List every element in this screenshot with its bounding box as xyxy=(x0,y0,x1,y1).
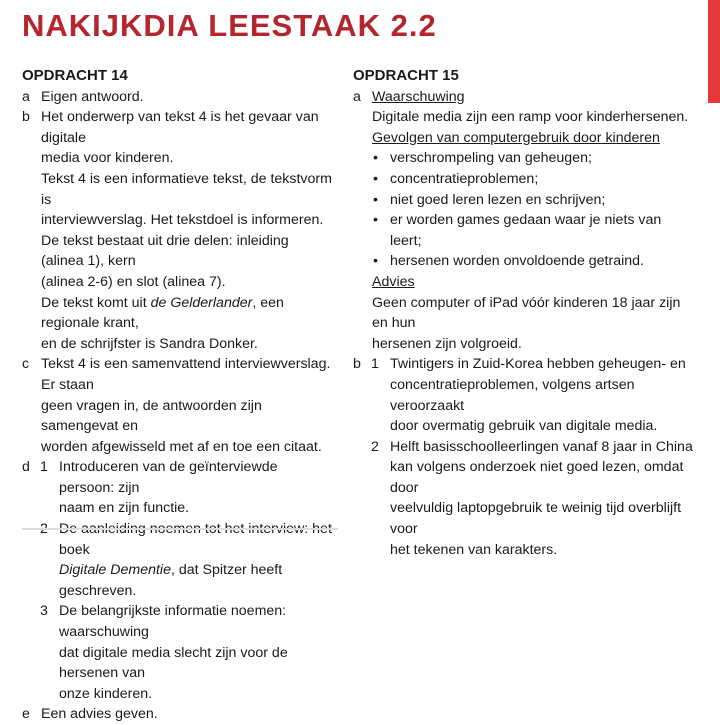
answer-line: veelvuldig laptopgebruik te weinig tijd overblijft voor xyxy=(390,500,682,538)
answer-line: naam en zijn functie. xyxy=(59,500,190,517)
opdracht-15-column xyxy=(353,66,693,560)
divider-line xyxy=(22,528,338,530)
answer-line: Digitale Dementie, dat Spitzer heeft geschreven. xyxy=(59,562,283,599)
sub-item-2 xyxy=(22,519,334,601)
letter-c: c xyxy=(22,356,30,373)
advice-line: hersenen zijn volgroeid. xyxy=(372,335,522,352)
answer-15b xyxy=(353,354,693,560)
sub-number: 1 xyxy=(40,459,48,476)
sub-number: 2 xyxy=(371,438,379,455)
answer-line: De tekst bestaat uit drie delen: inleiding (alinea 1), kern xyxy=(41,232,289,270)
answer-text: Eigen antwoord. xyxy=(41,88,144,105)
bullet-item: • niet goed leren lezen en schrijven; xyxy=(353,190,693,211)
bullet-icon: • xyxy=(373,253,378,270)
answer-line: interviewverslag. Het tekstdoel is informeren. xyxy=(41,212,324,229)
accent-bar xyxy=(708,0,720,103)
newspaper-name: de Gelderlander xyxy=(150,294,253,311)
letter-a: a xyxy=(353,88,361,105)
bullet-icon: • xyxy=(373,191,378,208)
letter-a: a xyxy=(22,88,30,105)
advice-line: Geen computer of iPad vóór kinderen 18 jaar zijn en hun xyxy=(372,294,681,332)
answer-line: concentratieproblemen, volgens artsen veroorzaakt xyxy=(390,376,635,414)
answer-line: Het onderwerp van tekst 4 is het gevaar van digitale xyxy=(41,109,319,146)
answer-line: Twintigers in Zuid-Korea hebben geheugen- en xyxy=(390,356,686,373)
answer-14c xyxy=(22,354,334,457)
letter-b: b xyxy=(22,109,30,126)
answer-line: (alinea 2-6) en slot (alinea 7). xyxy=(41,273,226,290)
answer-15a xyxy=(353,87,693,355)
warning-text: Digitale media zijn een ramp voor kinderhersenen. xyxy=(372,109,689,126)
bullet-icon: • xyxy=(373,150,378,167)
bullet-icon: • xyxy=(373,212,378,229)
answer-line: boek xyxy=(59,541,90,558)
slide-title: NAKIJKDIA LEESTAAK 2.2 xyxy=(22,8,437,43)
answer-line: Helft basisschoolleerlingen vanaf 8 jaar in China xyxy=(390,438,693,455)
answer-line: Introduceren van de geïnterviewde persoon: zijn xyxy=(59,459,278,496)
sub-item-1 xyxy=(353,354,693,436)
answer-line: De tekst komt uit de Gelderlander, een regionale krant, xyxy=(41,294,284,332)
sub-item-3 xyxy=(22,601,334,704)
answer-line: worden afgewisseld met af en toe een citaat. xyxy=(41,438,322,455)
advice-heading: Advies xyxy=(372,273,415,290)
answer-line: en de schrijfster is Sandra Donker. xyxy=(41,335,258,352)
answer-14d xyxy=(22,457,334,704)
answer-line: De belangrijkste informatie noemen: waarschuwing xyxy=(59,603,287,641)
opdracht-15-heading: OPDRACHT 15 xyxy=(353,67,459,84)
answer-14e xyxy=(22,704,334,725)
answer-line: Tekst 4 is een informatieve tekst, de tekstvorm is xyxy=(41,170,332,208)
opdracht-14-column xyxy=(22,66,334,725)
answer-text: Een advies geven. xyxy=(41,706,158,723)
book-title: Digitale Dementie xyxy=(59,562,171,579)
sub-item-2 xyxy=(353,437,693,561)
bullet-icon: • xyxy=(373,170,378,187)
sub-number: 3 xyxy=(40,603,48,620)
letter-e: e xyxy=(22,706,30,723)
answer-line: het tekenen van karakters. xyxy=(390,541,558,558)
consequences-heading: Gevolgen van computergebruik door kinderen xyxy=(372,129,660,146)
sub-number: 1 xyxy=(371,356,379,373)
answer-line: kan volgens onderzoek niet goed lezen, omdat door xyxy=(390,459,684,496)
answer-line: Tekst 4 is een samenvattend interviewverslag. Er staan xyxy=(41,356,331,393)
bullet-item: • concentratieproblemen; xyxy=(353,169,693,190)
answer-14a xyxy=(22,87,334,108)
opdracht-14-heading: OPDRACHT 14 xyxy=(22,67,128,84)
letter-b: b xyxy=(353,356,361,373)
answer-line: geen vragen in, de antwoorden zijn samengevat en xyxy=(41,397,262,435)
sub-item-1 xyxy=(22,457,334,519)
bullet-item: • verschrompeling van geheugen; xyxy=(353,148,693,169)
bullet-item: • er worden games gedaan waar je niets van leert; xyxy=(373,212,662,249)
answer-line: onze kinderen. xyxy=(59,685,153,702)
bullet-item: • hersenen worden onvoldoende getraind. xyxy=(353,251,693,272)
letter-d: d xyxy=(22,459,30,476)
answer-14b xyxy=(22,107,334,354)
warning-heading: Waarschuwing xyxy=(372,88,465,105)
answer-line: door overmatig gebruik van digitale media. xyxy=(390,418,658,435)
answer-line: media voor kinderen. xyxy=(41,150,174,167)
answer-line: dat digitale media slecht zijn voor de hersenen van xyxy=(59,644,288,682)
